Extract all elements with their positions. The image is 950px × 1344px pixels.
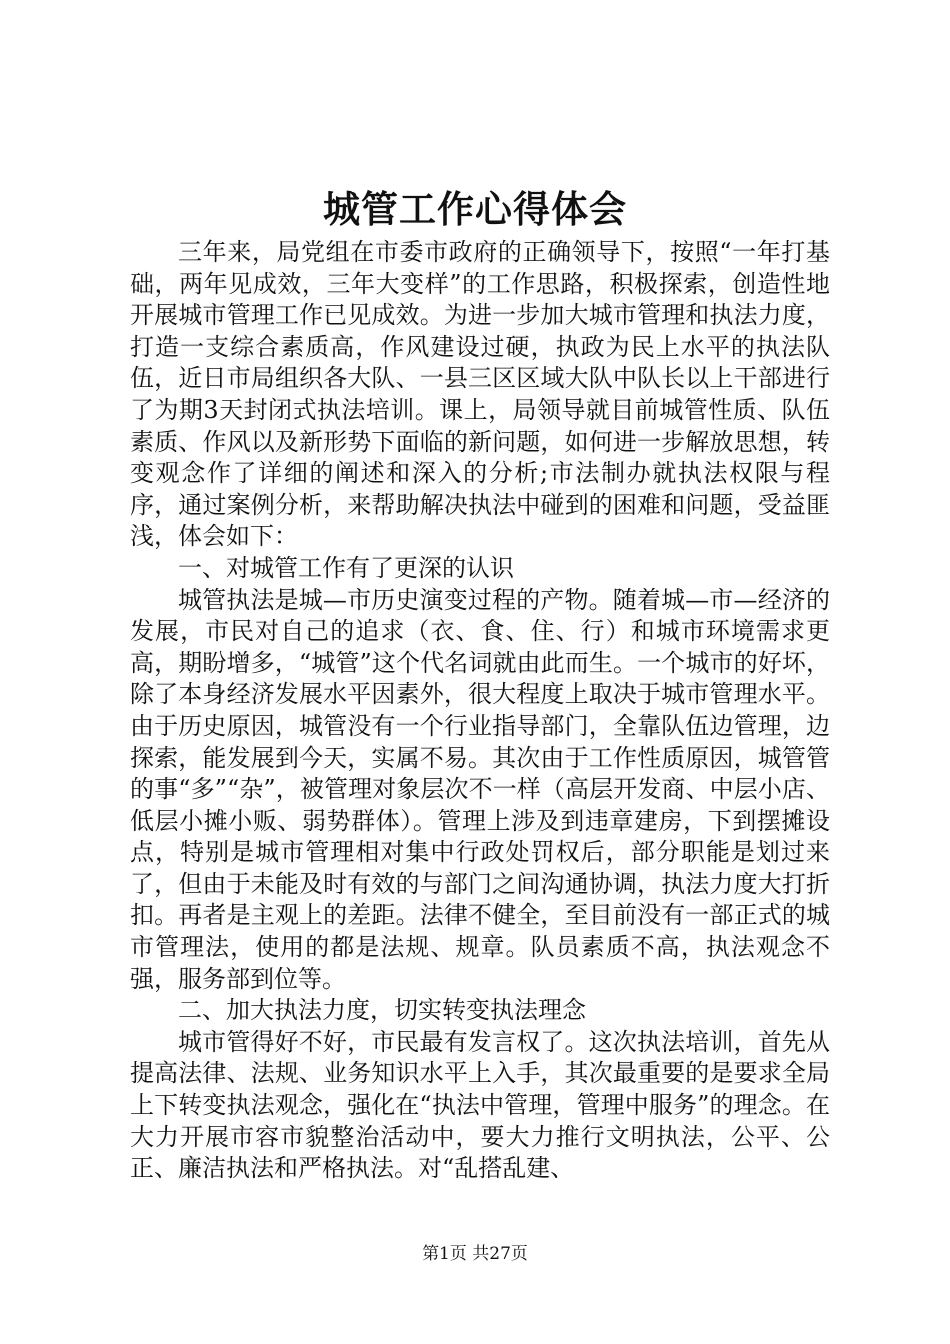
page-title: 城管工作心得体会 — [323, 187, 627, 231]
paragraph-section-1: 城管执法是城—市历史演变过程的产物。随着城—市—经济的发展，市民对自己的追求（衣、食、住、行）和城市环境需求更高，期盼增多，“城管”这个代名词就由此而生。一个城市的好坏，除了本身经济发展水平因素外，很大程度上取决于城市管理水平。由于历史原因，城管没有一个行业指导部门，全靠队伍边管理，边探索，能发展到今天，实属不易。其次由于工作性质原因，城管管的事“多”“杂”，被管理对象层次不一样（高层开发商、中层小店、低层小摊小贩、弱势群体）。管理上涉及到违章建房，下到摆摊设点，特别是城市管理相对集中行政处罚权后，部分职能是划过来了，但由于未能及时有效的与部门之间沟通协调，执法力度大打折扣。再者是主观上的差距。法律不健全，至目前没有一部正式的城市管理法，使用的都是法规、规章。队员素质不高，执法观念不强，服务部到位等。 — [130, 585, 830, 993]
paragraph-intro: 三年来，局党组在市委市政府的正确领导下，按照“一年打基础，两年见成效，三年大变样”的工作思路，积极探索，创造性地开展城市管理工作已见成效。为进一步加大城市管理和执法力度，打造一支综合素质高，作风建设过硬，执政为民上水平的执法队伍，近日市局组织各大队、一县三区区域大队中队长以上干部进行了为期3天封闭式执法培训。课上，局领导就目前城管性质、队伍素质、作风以及新形势下面临的新问题，如何进一步解放思想，转变观念作了详细的阐述和深入的分析;市法制办就执法权限与程序，通过案例分析，来帮助解决执法中碰到的困难和问题，受益匪浅，体会如下： — [130, 238, 830, 551]
page-footer: 第1页 共27页 — [422, 1244, 528, 1264]
section-heading-1: 一、对城管工作有了更深的认识 — [178, 553, 514, 582]
document-body — [130, 237, 830, 1185]
section-heading-2: 二、加大执法力度，切实转变执法理念 — [178, 996, 586, 1025]
paragraph-section-2: 城市管得好不好，市民最有发言权了。这次执法培训，首先从提高法律、法规、业务知识水平上入手，其次最重要的是要求全局上下转变执法观念，强化在“执法中管理，管理中服务”的理念。在大力开展市容市貌整治活动中，要大力推行文明执法，公平、公正、廉洁执法和严格执法。对“乱搭乱建、 — [130, 1027, 830, 1183]
